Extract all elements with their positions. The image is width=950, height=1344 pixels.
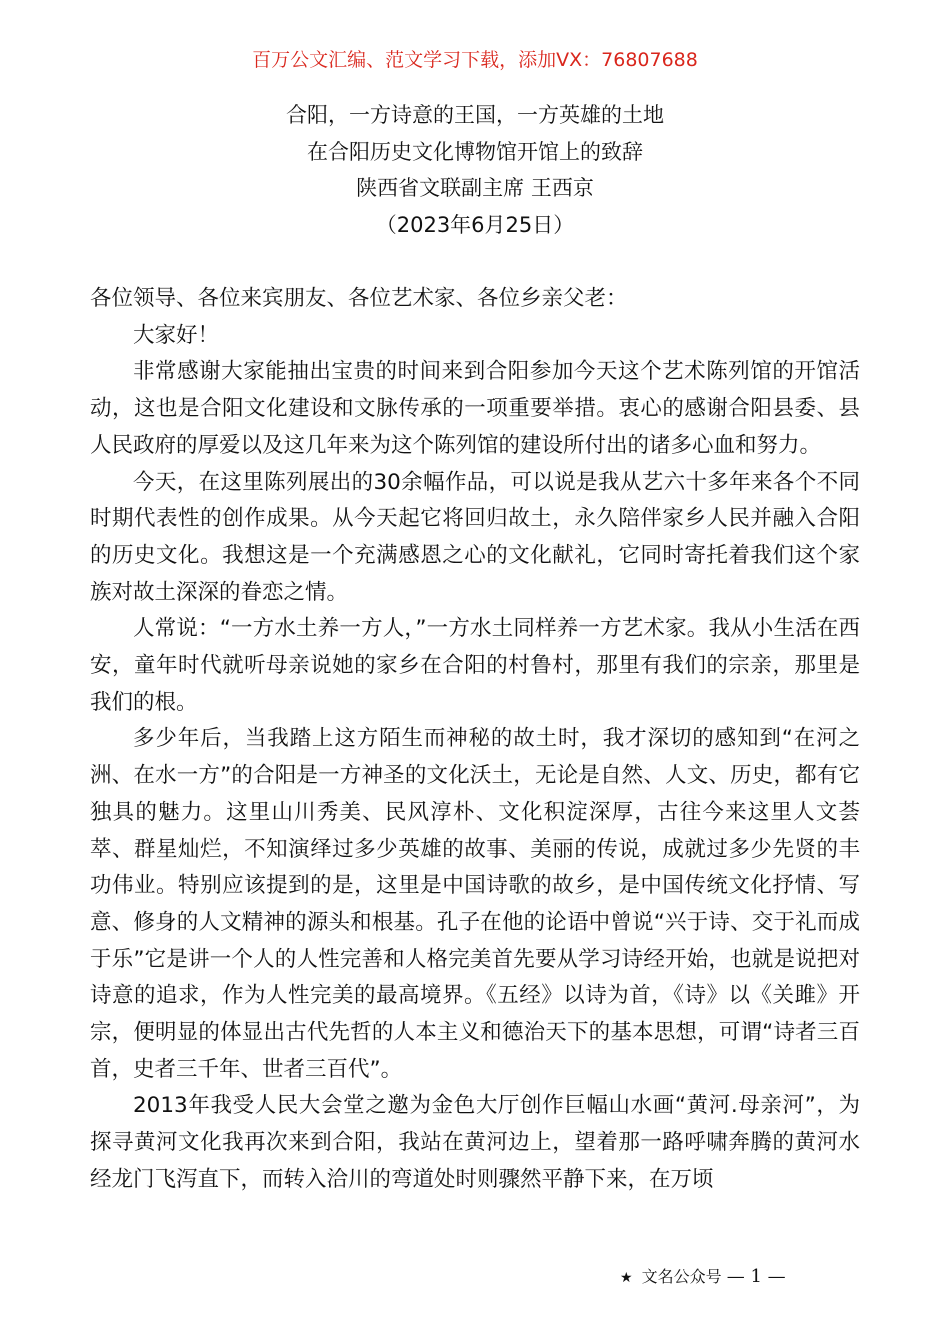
body-paragraph: 今天，在这里陈列展出的30余幅作品，可以说是我从艺六十多年来各个不同时期代表性的创作成果。从今天起它将回归故土，永久陪伴家乡人民并融入合阳的历史文化。我想这是一个充满感恩之心的文化献礼，它同时寄托着我们这个家族对故土深深的眷恋之情。 xyxy=(90,469,860,605)
page-number: — 1 — xyxy=(726,1266,786,1287)
document-body xyxy=(90,281,860,1199)
star-icon: ★ xyxy=(620,1270,633,1286)
document-title-block xyxy=(0,97,950,243)
page-footer xyxy=(620,1265,786,1290)
greeting-paragraph: 大家好！ xyxy=(133,322,220,348)
body-paragraph: 人常说：“一方水土养一方人，”一方水土同样养一方艺术家。我从小生活在西安，童年时代就听母亲说她的家乡在合阳的村鲁村，那里有我们的宗亲，那里是我们的根。 xyxy=(90,616,860,715)
document-subtitle: 在合阳历史文化博物馆开馆上的致辞 xyxy=(307,139,643,164)
document-author: 陕西省文联副主席 王西京 xyxy=(356,176,594,200)
footer-label: 文名公众号 xyxy=(641,1267,722,1286)
document-date: （2023年6月25日） xyxy=(375,212,575,237)
download-banner: 百万公文汇编、范文学习下载，添加VX：76807688 xyxy=(252,49,698,71)
document-title: 合阳，一方诗意的王国，一方英雄的土地 xyxy=(286,103,664,127)
salutation-paragraph: 各位领导、各位来宾朋友、各位艺术家、各位乡亲父老： xyxy=(90,286,628,311)
body-paragraph: 2013年我受人民大会堂之邀为金色大厅创作巨幅山水画“黄河.母亲河”，为探寻黄河文化我再次来到合阳，我站在黄河边上，望着那一路呼啸奔腾的黄河水经龙门飞泻直下，而转入洽川的弯道处时则骤然平静下来，在万顷 xyxy=(90,1093,860,1192)
body-paragraph: 非常感谢大家能抽出宝贵的时间来到合阳参加今天这个艺术陈列馆的开馆活动，这也是合阳文化建设和文脉传承的一项重要举措。衷心的感谢合阳县委、县人民政府的厚爱以及这几年来为这个陈列馆的建设所付出的诸多心血和努力。 xyxy=(90,359,860,458)
body-paragraph: 多少年后，当我踏上这方陌生而神秘的故土时，我才深切的感知到“在河之洲、在水一方”的合阳是一方神圣的文化沃土，无论是自然、人文、历史，都有它独具的魅力。这里山川秀美、民风淳朴、文化积淀深厚，古往今来这里人文荟萃、群星灿烂，不知演绎过多少英雄的故事、美丽的传说，成就过多少先贤的丰功伟业。特别应该提到的是，这里是中国诗歌的故乡，是中国传统文化抒情、写意、修身的人文精神的源头和根基。孔子在他的论语中曾说“兴于诗、交于礼而成于乐”它是讲一个人的人性完善和人格完美首先要从学习诗经开始，也就是说把对诗意的追求，作为人性完美的最高境界。《五经》以诗为首，《诗》以《关雎》开宗，便明显的体显出古代先哲的人本主义和德治天下的基本思想，可谓“诗者三百首，史者三千年、世者三百代”。 xyxy=(90,726,860,1082)
